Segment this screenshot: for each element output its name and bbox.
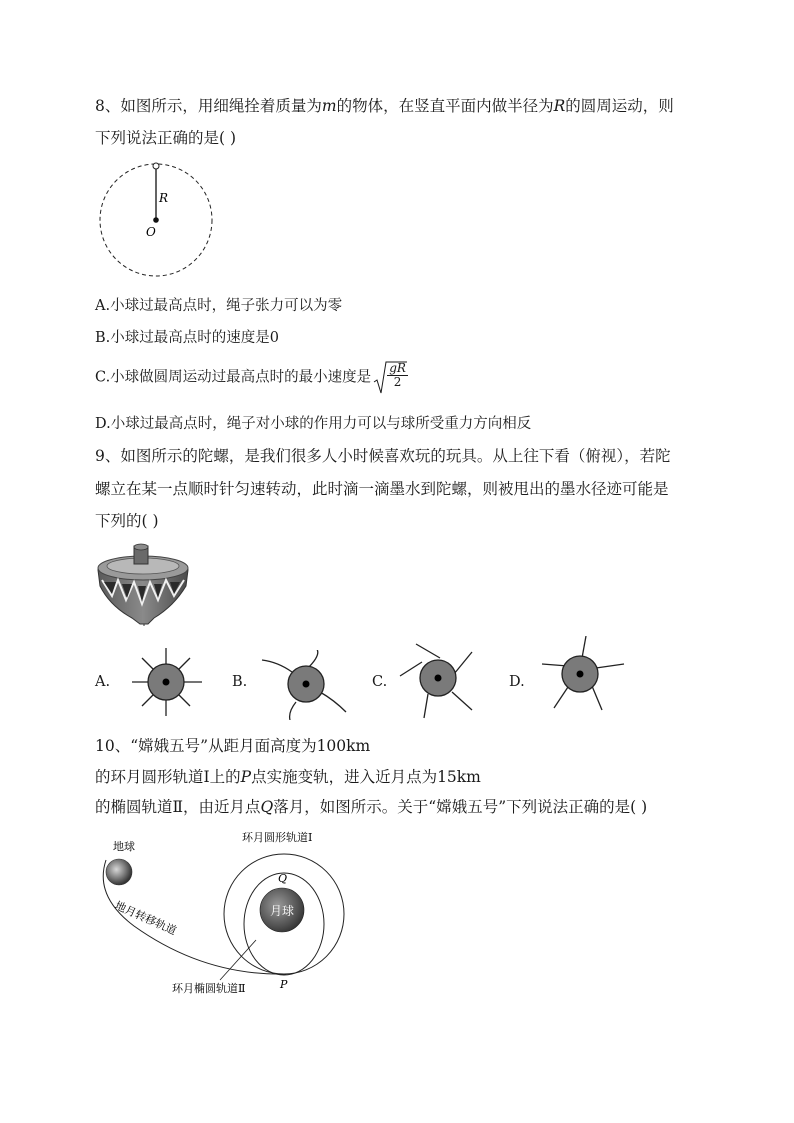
orbit-diagram [94, 826, 364, 998]
var-R: R [553, 97, 566, 115]
q10-text: 点实施变轨，进入近月点为15km [251, 768, 481, 786]
q8-option-d: D.小球过最高点时，绳子对小球的作用力可以与球所受重力方向相反 [95, 416, 532, 432]
var-Q: Q [260, 798, 274, 816]
q10-text: 落月，如图所示。关于“嫦娥五号”下列说法正确的是( ) [273, 798, 648, 816]
var-m: m [321, 97, 337, 115]
q9-stem-line1: 9、如图所示的陀螺，是我们很多人小时候喜欢玩的玩具。从上往下看（俯视），若陀 [95, 447, 671, 465]
center-dot [153, 217, 159, 223]
sqrt-expression [373, 361, 408, 389]
label-O: O [146, 225, 156, 239]
transfer-orbit-label: 地月转移轨道 [112, 898, 179, 938]
q8-option-a: A.小球过最高点时，绳子张力可以为零 [95, 298, 343, 314]
label-R: R [159, 191, 169, 205]
sqrt-sign [373, 360, 407, 396]
q9-choice-d-label: D. [509, 674, 525, 690]
earth-label: 地球 [113, 840, 135, 853]
q8-text: 的圆周运动，则 [565, 97, 674, 115]
q10-stem-line3 [95, 797, 647, 817]
q8-text: 的物体，在竖直平面内做半径为 [336, 97, 554, 115]
q10-text: 的环月圆形轨道Ⅰ上的 [95, 768, 241, 786]
q8-option-c [95, 361, 408, 389]
fraction-denominator: 2 [393, 375, 402, 389]
point-P-label: P [280, 978, 288, 991]
q9-choice-b-label: B. [232, 674, 248, 690]
q9-choice-a-label: A. [95, 674, 111, 690]
q10-stem-line1: 10、“嫦娥五号”从距月面高度为100km [95, 737, 371, 755]
var-P: P [240, 768, 252, 786]
q9-choice-d-figure [540, 636, 630, 716]
q8-stem-line1 [95, 96, 674, 116]
q9-choice-c-label: C. [372, 674, 388, 690]
point-Q-label: Q [278, 872, 288, 885]
earth [106, 859, 132, 885]
ball-top [153, 163, 159, 169]
q9-choice-c-figure [396, 640, 482, 720]
q8-stem-line2: 下列说法正确的是( ) [95, 129, 237, 147]
fraction-numerator: gR [389, 361, 406, 375]
q9-choice-b-figure [260, 650, 350, 720]
q8-circle-figure [96, 160, 218, 282]
spinning-top-image [94, 540, 192, 626]
ellipse-label-leader [220, 940, 256, 980]
q10-stem-line2 [95, 767, 481, 787]
q10-text: 的椭圆轨道Ⅱ，由近月点 [95, 798, 261, 816]
q8-text: 8、如图所示，用细绳拴着质量为 [95, 97, 322, 115]
moon-label: 月球 [269, 904, 295, 918]
q9-choice-a-figure [124, 644, 208, 720]
circular-orbit-label: 环月圆形轨道Ⅰ [242, 831, 313, 844]
q8-option-c-text: C.小球做圆周运动过最高点时的最小速度是 [95, 369, 372, 386]
elliptical-orbit-label: 环月椭圆轨道Ⅱ [172, 982, 246, 995]
q8-option-b: B.小球过最高点时的速度是0 [95, 330, 279, 346]
q9-stem-line2: 螺立在某一点顺时针匀速转动，此时滴一滴墨水到陀螺，则被甩出的墨水径迹可能是 [95, 480, 669, 498]
q9-stem-line3: 下列的( ) [95, 512, 159, 530]
